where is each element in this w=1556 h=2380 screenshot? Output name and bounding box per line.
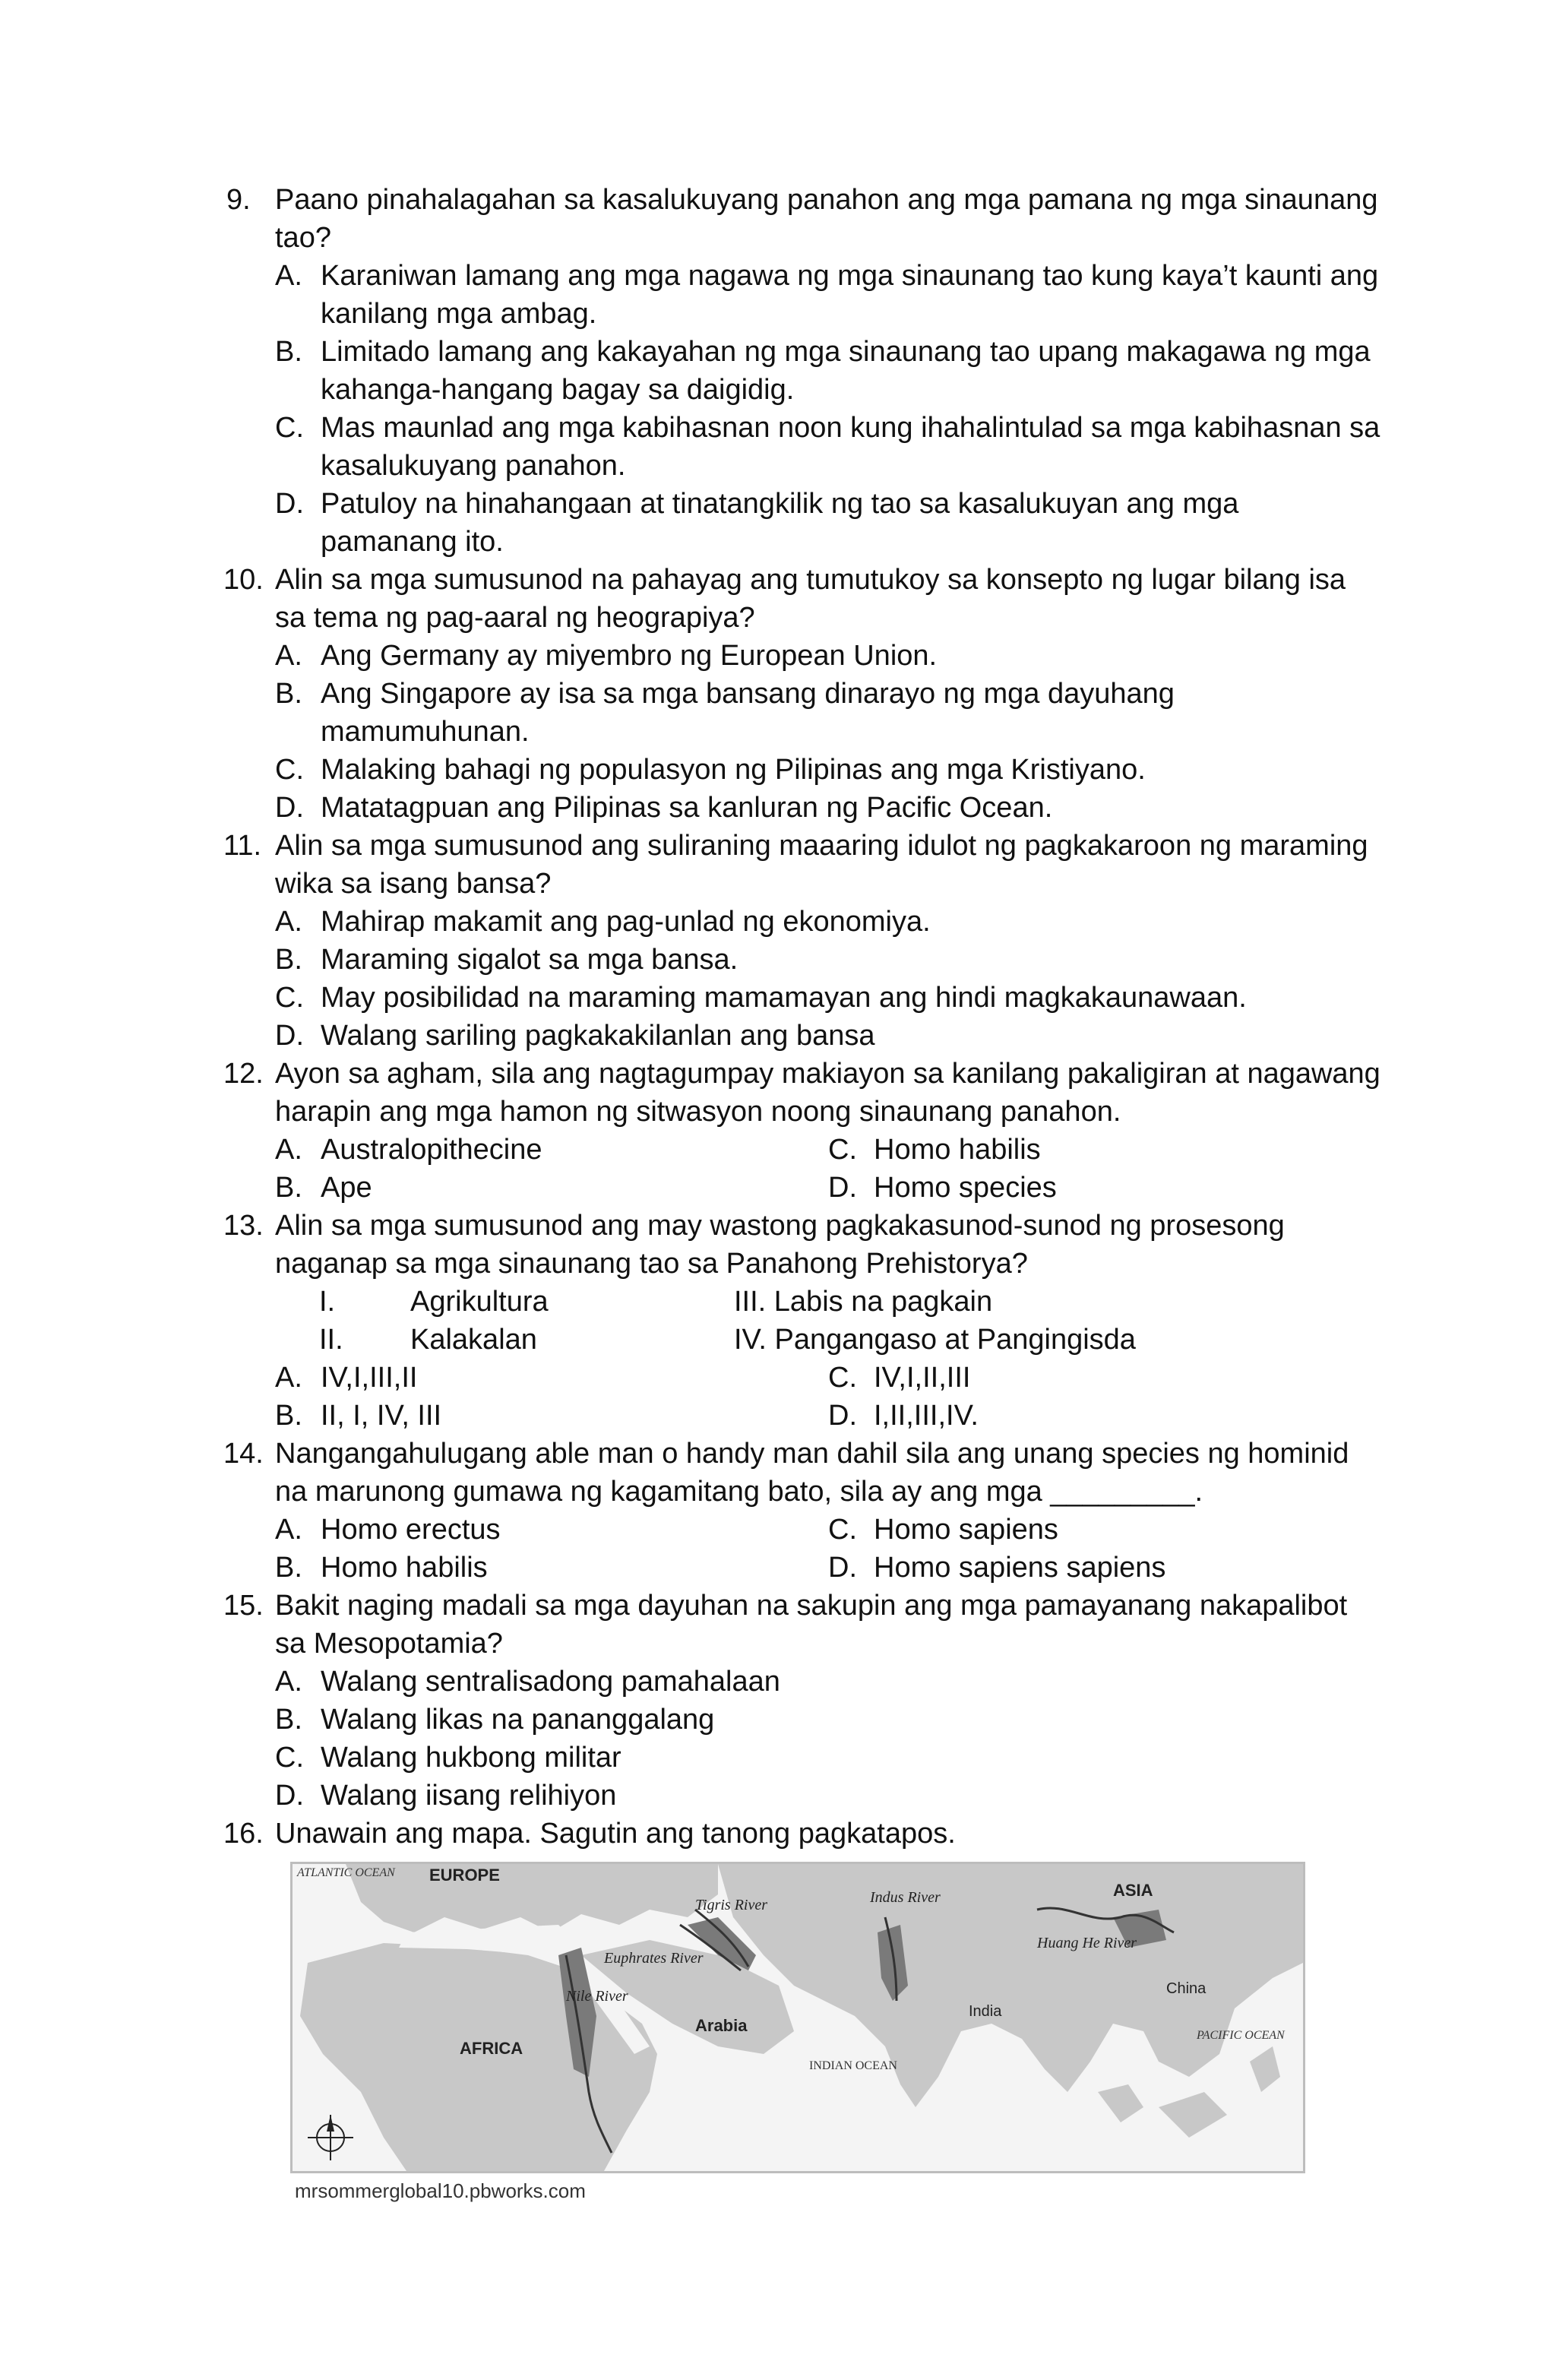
option-a: [275, 903, 1381, 941]
option-a: [275, 1663, 1381, 1701]
option-c: [275, 751, 1381, 789]
option-text: Homo sapiens: [874, 1514, 1058, 1546]
option-d: [828, 1397, 1381, 1435]
option-text: Australopithecine: [321, 1134, 542, 1166]
option-c: [828, 1359, 1381, 1397]
roman-numeral: I.: [319, 1286, 336, 1318]
question-9: [226, 181, 1381, 561]
label-tigris-river: Tigris River: [695, 1897, 768, 1913]
option-letter: C.: [275, 982, 304, 1014]
question-12: [223, 1055, 1381, 1207]
option-text: Ang Germany ay miyembro ng European Union.: [321, 640, 938, 672]
option-a: [275, 1131, 828, 1169]
option-text: IV,I,III,II: [321, 1362, 418, 1394]
question-number: 16.: [223, 1818, 264, 1850]
option-letter: D.: [828, 1172, 857, 1204]
option-c: [275, 1739, 1381, 1777]
option-letter: A.: [275, 1134, 302, 1166]
option-letter: A.: [275, 1514, 302, 1546]
question-text: Alin sa mga sumusunod ang may wastong pagkakasunod-sunod ng prosesong naganap sa mga sinaunang tao sa Panahong Prehistorya?: [275, 1210, 1285, 1280]
option-c: [275, 979, 1381, 1017]
option-letter: C.: [275, 412, 304, 444]
option-b: [275, 941, 1381, 979]
option-text: May posibilidad na maraming mamamayan ang hindi magkakaunawaan.: [321, 982, 1247, 1014]
option-letter: D.: [828, 1400, 857, 1432]
option-text: Karaniwan lamang ang mga nagawa ng mga sinaunang tao kung kaya’t kaunti ang kanilang mga ambag.: [321, 260, 1379, 330]
option-text: Mas maunlad ang mga kabihasnan noon kung ihahalintulad sa mga kabihasnan sa kasalukuyang panahon.: [321, 412, 1380, 482]
option-d: [828, 1549, 1381, 1587]
question-number: 12.: [223, 1058, 264, 1090]
label-europe: EUROPE: [429, 1866, 500, 1885]
option-b: [275, 1549, 828, 1587]
option-letter: A.: [275, 260, 302, 292]
label-huang-he-river: Huang He River: [1037, 1935, 1137, 1951]
option-d: [275, 789, 1381, 827]
option-text: Homo habilis: [321, 1552, 488, 1584]
question-number: 14.: [223, 1438, 264, 1470]
option-text: Matatagpuan ang Pilipinas sa kanluran ng Pacific Ocean.: [321, 792, 1053, 824]
option-c: [828, 1131, 1381, 1169]
option-text: Walang sentralisadong pamahalaan: [321, 1666, 780, 1698]
option-text: Patuloy na hinahangaan at tinatangkilik ng tao sa kasalukuyan ang mga pamanang ito.: [321, 488, 1239, 558]
question-14: [223, 1435, 1381, 1587]
option-text: I,II,III,IV.: [874, 1400, 979, 1432]
label-euphrates-river: Euphrates River: [604, 1950, 704, 1967]
question-text: Nangangahulugang able man o handy man dahil sila ang unang species ng hominid na marunong gumawa ng kagamitang bato, sila ay ang mga _________.: [275, 1438, 1349, 1508]
option-letter: C.: [828, 1514, 857, 1546]
label-china: China: [1166, 1980, 1207, 1997]
item-text: Agrikultura: [410, 1286, 549, 1318]
option-c: [828, 1511, 1381, 1549]
option-c: [275, 409, 1381, 485]
option-letter: C.: [828, 1362, 857, 1394]
option-letter: B.: [275, 1552, 302, 1584]
option-text: Walang hukbong militar: [321, 1742, 621, 1774]
option-letter: D.: [275, 1780, 304, 1812]
question-13: [223, 1207, 1381, 1435]
question-number: 9.: [226, 184, 251, 216]
option-text: Maraming sigalot sa mga bansa.: [321, 944, 738, 976]
option-text: Ang Singapore ay isa sa mga bansang dinarayo ng mga dayuhang mamumuhunan.: [321, 678, 1175, 748]
label-india: India: [969, 2003, 1002, 2020]
question-text: Unawain ang mapa. Sagutin ang tanong pagkatapos.: [275, 1818, 956, 1850]
option-a: [275, 637, 1381, 675]
option-letter: B.: [275, 1172, 302, 1204]
process-item: [319, 1283, 734, 1321]
label-asia: ASIA: [1113, 1881, 1153, 1900]
process-item: [319, 1321, 734, 1359]
option-letter: A.: [275, 640, 302, 672]
label-africa: AFRICA: [460, 2039, 523, 2058]
question-text: Alin sa mga sumusunod na pahayag ang tumutukoy sa konsepto ng lugar bilang isa sa tema ng pag-aaral ng heograpiya?: [275, 564, 1346, 634]
option-letter: B.: [275, 1400, 302, 1432]
map-figure: [290, 1862, 1381, 2204]
question-number: 13.: [223, 1210, 264, 1242]
map-source-caption: mrsommerglobal10.pbworks.com: [295, 2179, 586, 2202]
option-letter: A.: [275, 1666, 302, 1698]
item-text: III. Labis na pagkain: [734, 1286, 993, 1318]
option-letter: B.: [275, 678, 302, 710]
option-letter: B.: [275, 1704, 302, 1736]
option-d: [275, 1777, 1381, 1815]
option-letter: C.: [828, 1134, 857, 1166]
option-d: [828, 1169, 1381, 1207]
item-text: Kalakalan: [410, 1324, 537, 1356]
question-10: [223, 561, 1381, 827]
process-item: [734, 1283, 1149, 1321]
option-text: Limitado lamang ang kakayahan ng mga sinaunang tao upang makagawa ng mga kahanga-hangang bagay sa daigidig.: [321, 336, 1371, 406]
option-b: [275, 1397, 828, 1435]
option-a: [275, 1359, 828, 1397]
option-text: Homo species: [874, 1172, 1057, 1204]
option-text: Homo habilis: [874, 1134, 1041, 1166]
label-indus-river: Indus River: [870, 1889, 941, 1906]
option-d: [275, 1017, 1381, 1055]
option-text: IV,I,II,III: [874, 1362, 971, 1394]
option-letter: D.: [828, 1552, 857, 1584]
option-text: II, I, IV, III: [321, 1400, 442, 1432]
question-number: 11.: [223, 830, 262, 862]
option-text: Walang iisang relihiyon: [321, 1780, 617, 1812]
option-b: [275, 333, 1381, 409]
worksheet: [223, 181, 1381, 2204]
option-b: [275, 1701, 1381, 1739]
question-text: Bakit naging madali sa mga dayuhan na sakupin ang mga pamayanang nakapalibot sa Mesopotamia?: [275, 1590, 1348, 1660]
option-letter: A.: [275, 1362, 302, 1394]
process-item: [734, 1321, 1149, 1359]
option-letter: D.: [275, 488, 304, 520]
option-a: [275, 257, 1381, 333]
map-graphic: [293, 1864, 1303, 2171]
question-number: 15.: [223, 1590, 264, 1622]
option-d: [275, 485, 1381, 561]
option-text: Walang likas na pananggalang: [321, 1704, 715, 1736]
option-b: [275, 1169, 828, 1207]
question-11: [223, 827, 1381, 1055]
option-letter: B.: [275, 336, 302, 368]
river-civilizations-map: [290, 1862, 1305, 2173]
question-16: [223, 1815, 1381, 1853]
option-a: [275, 1511, 828, 1549]
option-letter: C.: [275, 1742, 304, 1774]
option-text: Homo erectus: [321, 1514, 501, 1546]
option-text: Mahirap makamit ang pag-unlad ng ekonomiya.: [321, 906, 931, 938]
label-pacific-ocean: PACIFIC OCEAN: [1197, 2029, 1285, 2042]
option-text: Malaking bahagi ng populasyon ng Pilipinas ang mga Kristiyano.: [321, 754, 1146, 786]
question-15: [223, 1587, 1381, 1815]
option-letter: D.: [275, 1020, 304, 1052]
roman-numeral: II.: [319, 1324, 343, 1356]
question-text: Alin sa mga sumusunod ang suliraning maaaring idulot ng pagkakaroon ng maraming wika sa isang bansa?: [275, 830, 1368, 900]
question-text: Ayon sa agham, sila ang nagtagumpay makiayon sa kanilang pakaligiran at nagawang harapin ang mga hamon ng sitwasyon noong sinaunang panahon.: [275, 1058, 1380, 1128]
option-text: Ape: [321, 1172, 372, 1204]
label-arabia: Arabia: [695, 2016, 748, 2035]
option-letter: A.: [275, 906, 302, 938]
option-text: Homo sapiens sapiens: [874, 1552, 1166, 1584]
option-b: [275, 675, 1381, 751]
question-number: 10.: [223, 564, 264, 596]
label-indian-ocean: INDIAN OCEAN: [809, 2059, 897, 2072]
label-nile-river: Nile River: [566, 1988, 628, 2005]
label-atlantic: ATLANTIC OCEAN: [297, 1866, 395, 1879]
option-letter: B.: [275, 944, 302, 976]
question-text: Paano pinahalagahan sa kasalukuyang panahon ang mga pamana ng mga sinaunang tao?: [275, 184, 1378, 254]
item-text: IV. Pangangaso at Pangingisda: [734, 1324, 1136, 1356]
option-letter: C.: [275, 754, 304, 786]
option-letter: D.: [275, 792, 304, 824]
option-text: Walang sariling pagkakakilanlan ang bansa: [321, 1020, 875, 1052]
